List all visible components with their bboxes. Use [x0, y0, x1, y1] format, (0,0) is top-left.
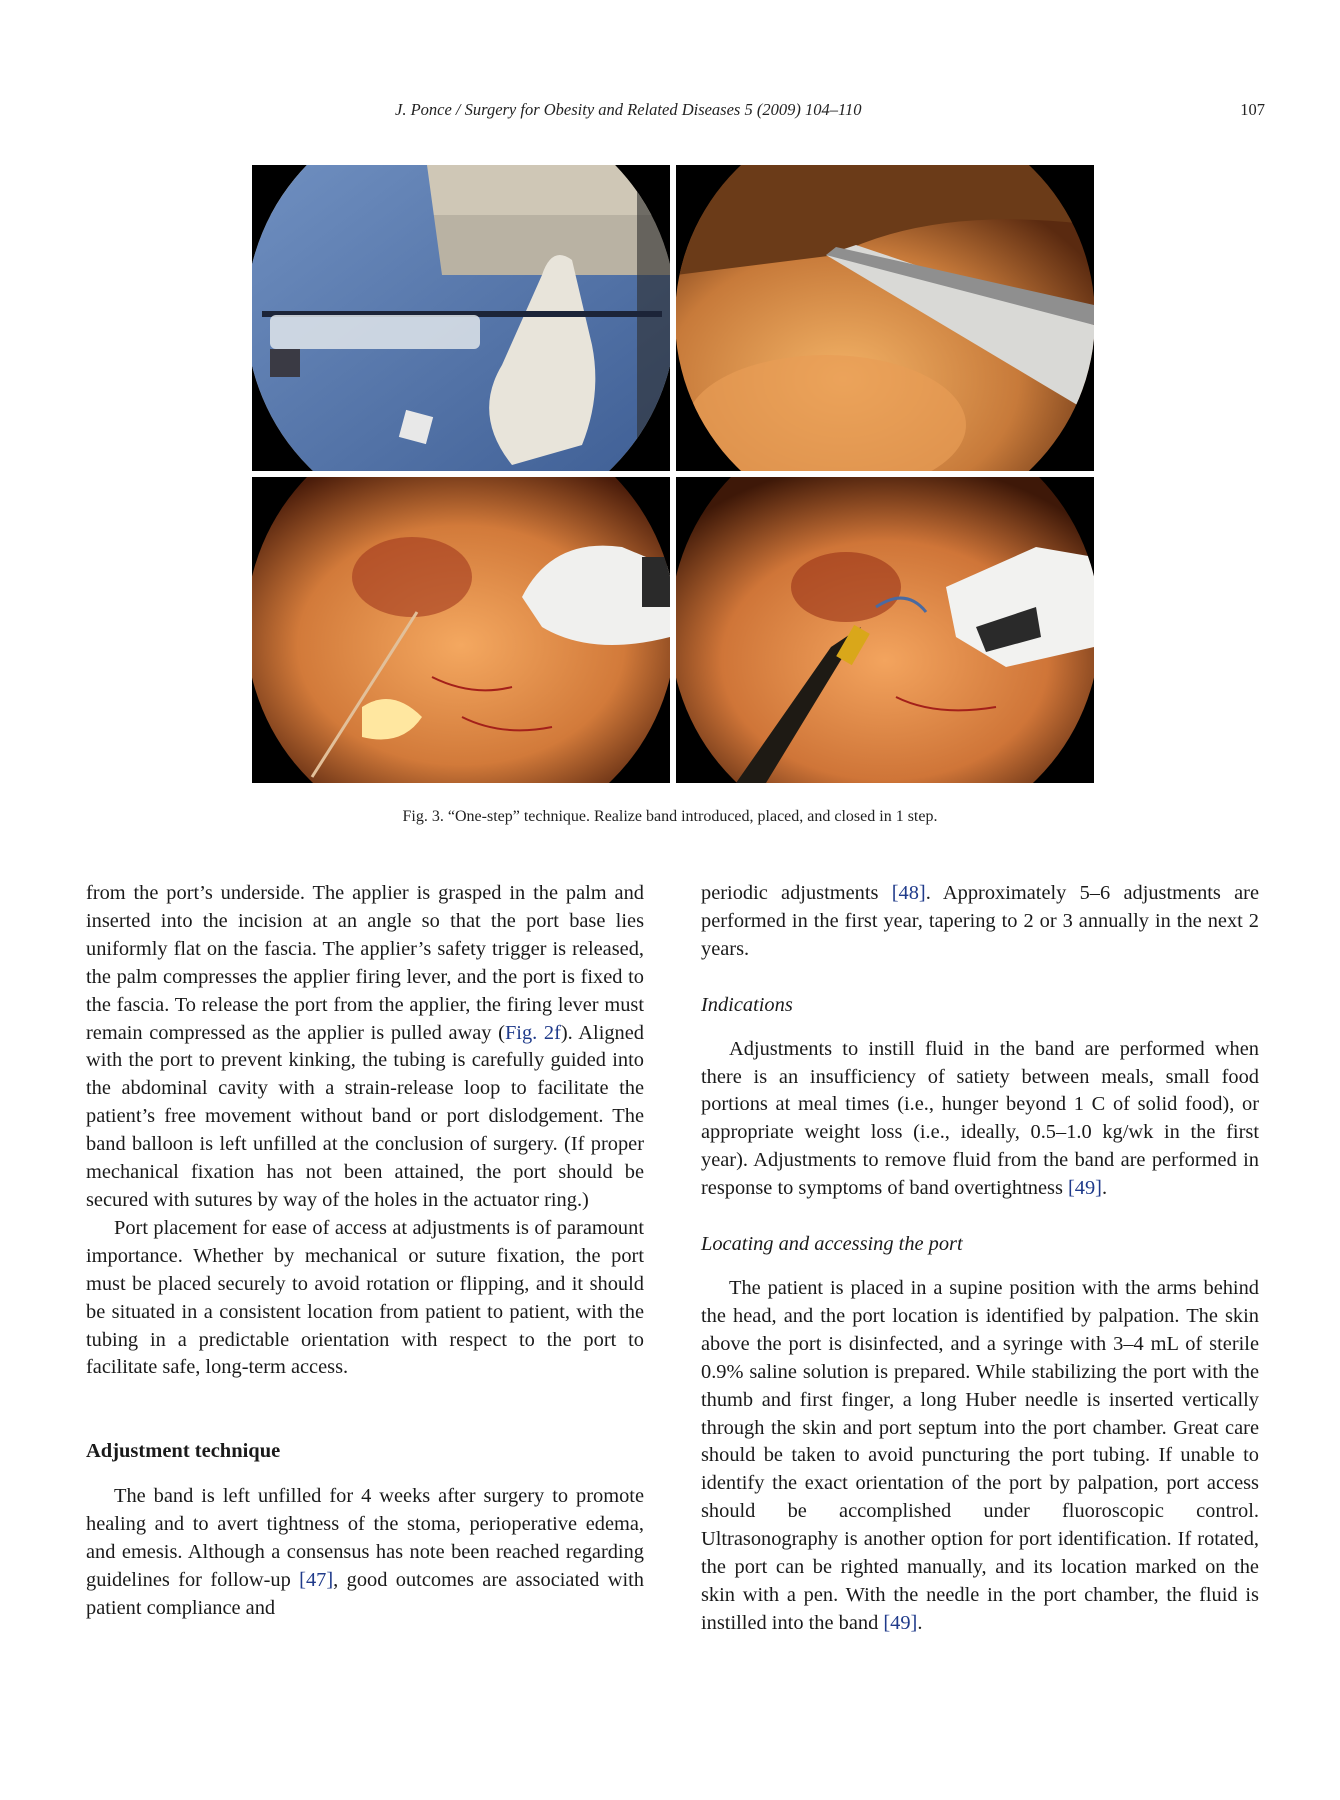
right-column — [701, 880, 1259, 1638]
figure-panel-b — [676, 165, 1094, 471]
figure-panel-d — [676, 477, 1094, 783]
subsection-heading: Locating and accessing the port — [701, 1233, 963, 1256]
figure-panel-a — [252, 165, 670, 471]
paragraph: from the port’s underside. The applier is grasped in the palm and inserted into the incision at an angle so that the port base lies uniformly flat on the fascia. The applier’s safety trigger is released, the palm compresses the applier firing lever, and the port is fixed to the fascia. To release the port from the applier, the firing lever must remain compressed as the applier is pulled away (Fig. 2f). Aligned with the port to prevent kinking, the tubing is carefully guided into the abdominal cavity with a strain-release loop to facilitate the patient’s free movement without band or port dislodgement. The band balloon is left unfilled at the conclusion of surgery. (If proper mechanical fixation has not been attained, the port should be secured with sutures by way of the holes in the actuator ring.) — [86, 882, 644, 1211]
paragraph: Adjustments to instill fluid in the band are performed when there is an insufficiency of satiety between meals, small food portions at meal times (i.e., hunger beyond 1 C of solid food), or appropriate weight loss (i.e., ideally, 0.5–1.0 kg/wk in the first year). Adjustments to remove fluid from the band are performed in response to symptoms of band overtightness [49]. — [701, 1037, 1259, 1200]
page-number: 107 — [1240, 100, 1265, 119]
paragraph: The patient is placed in a supine position with the arms behind the head, and the port location is identified by palpation. The skin above the port is disinfected, and a syringe with 3–4 mL of sterile 0.9% saline solution is prepared. While stabilizing the port with the thumb and first finger, a long Huber needle is inserted vertically through the skin and port septum into the port chamber. Great care should be taken to avoid puncturing the port tubing. If unable to identify the exact orientation of the port by palpation, port access should be accomplished under fluoroscopic control. Ultrasonography is another option for port identification. If rotated, the port can be righted manually, and its location marked on the skin with a pen. With the needle in the port chamber, the fluid is instilled into the band [49]. — [701, 1276, 1259, 1634]
figure-panel-c — [252, 477, 670, 783]
citation-link[interactable]: [49] — [1068, 1177, 1102, 1200]
subsection-heading: Indications — [701, 993, 793, 1016]
figure-3 — [252, 165, 1094, 787]
paragraph: The band is left unfilled for 4 weeks after surgery to promote healing and to avert tightness of the stoma, perioperative edema, and emesis. Although a consensus has note been reached regarding guidelines for follow-up [47], good outcomes are associated with patient compliance and — [86, 1485, 644, 1619]
citation-link[interactable]: [47] — [299, 1568, 334, 1591]
citation-link[interactable]: [49] — [883, 1611, 918, 1634]
paragraph: periodic adjustments [48]. Approximately 5–6 adjustments are performed in the first year, tapering to 2 or 3 annually in the next 2 years. — [701, 882, 1259, 960]
section-heading: Adjustment technique — [86, 1440, 281, 1463]
running-head: J. Ponce / Surgery for Obesity and Related Diseases 5 (2009) 104–110 — [395, 100, 862, 119]
figure-caption: Fig. 3. “One-step” technique. Realize band introduced, placed, and closed in 1 step. — [402, 808, 938, 825]
left-column — [86, 880, 644, 1623]
figure-reference-link[interactable]: Fig. 2f — [504, 1021, 561, 1044]
page-header — [0, 100, 1340, 130]
citation-link[interactable]: [48] — [891, 882, 926, 904]
paragraph: Port placement for ease of access at adjustments is of paramount importance. Whether by mechanical or suture fixation, the port must be placed securely to avoid rotation or flipping, and it should be situated in a consistent location from patient to patient, with the tubing in a predictable orientation with respect to the port to facilitate safe, long-term access. — [86, 1216, 644, 1379]
